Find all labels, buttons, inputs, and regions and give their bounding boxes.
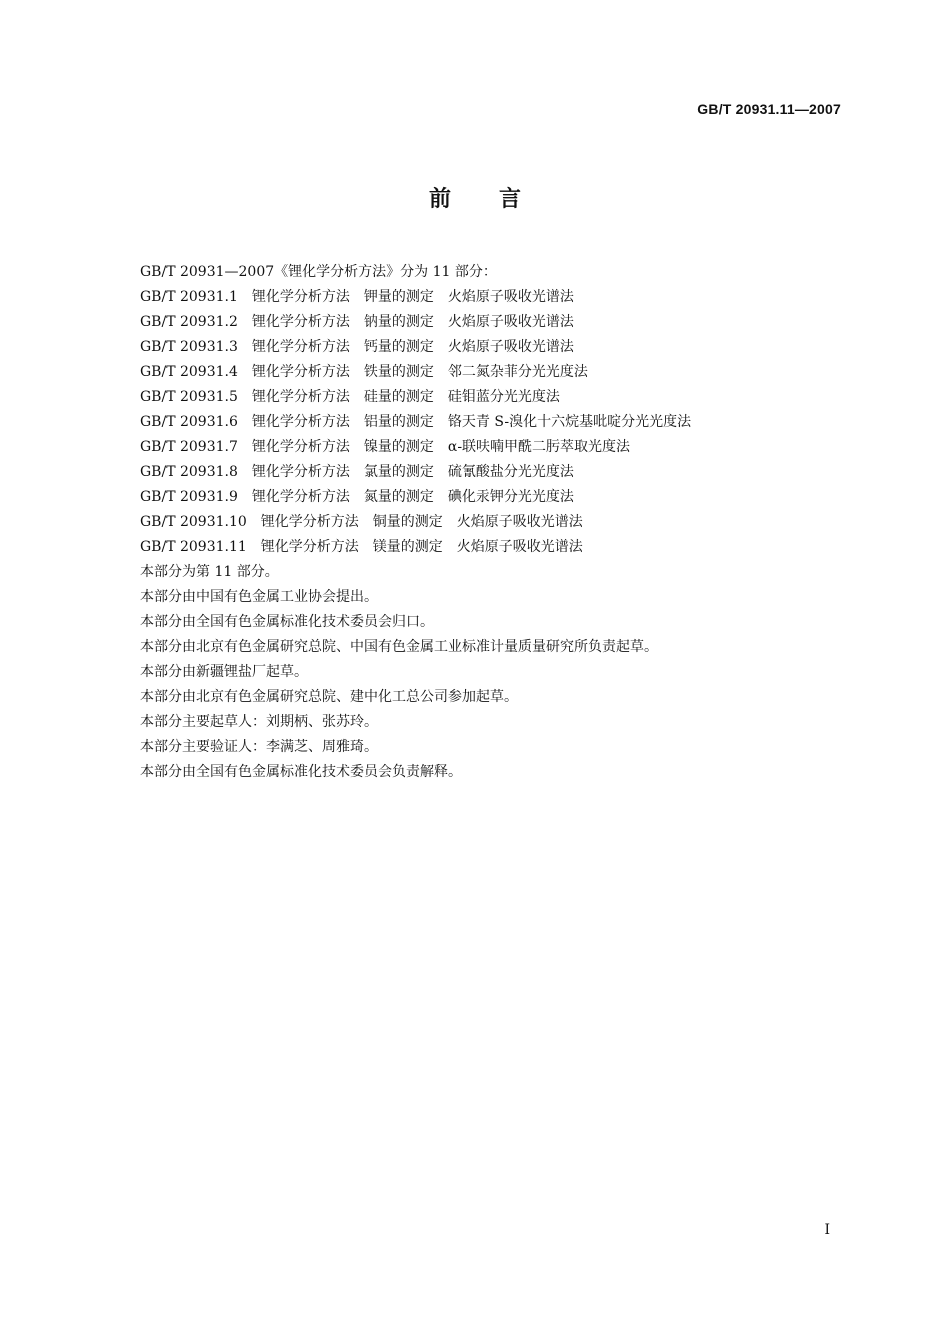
page-title: 前言: [428, 187, 569, 212]
text-line: GB/T 20931.9 锂化学分析方法 氮量的测定 碘化汞钾分光光度法: [140, 489, 574, 505]
text-line: 本部分由新疆锂盐厂起草。: [140, 664, 308, 680]
text-line: GB/T 20931.4 锂化学分析方法 铁量的测定 邻二氮杂菲分光光度法: [140, 364, 588, 380]
text-line: 本部分为第 11 部分。: [140, 564, 279, 580]
text-line: 本部分由北京有色金属研究总院、建中化工总公司参加起草。: [140, 689, 518, 705]
text-line: 本部分由全国有色金属标准化技术委员会归口。: [140, 614, 434, 630]
text-line: GB/T 20931.11 锂化学分析方法 镁量的测定 火焰原子吸收光谱法: [140, 539, 583, 555]
page-number: I: [824, 1222, 830, 1238]
text-line: GB/T 20931.6 锂化学分析方法 铝量的测定 铬天青 S-溴化十六烷基吡啶分光光度法: [140, 414, 692, 430]
text-line: 本部分由中国有色金属工业协会提出。: [140, 589, 378, 605]
text-line: 本部分主要验证人：李满芝、周雅琦。: [140, 739, 378, 755]
text-line: 本部分主要起草人：刘期柄、张苏玲。: [140, 714, 378, 730]
text-line: GB/T 20931.2 锂化学分析方法 钠量的测定 火焰原子吸收光谱法: [140, 314, 574, 330]
text-line: GB/T 20931.1 锂化学分析方法 钾量的测定 火焰原子吸收光谱法: [140, 289, 574, 305]
text-line: GB/T 20931.5 锂化学分析方法 硅量的测定 硅钼蓝分光光度法: [140, 389, 560, 405]
text-line: GB/T 20931—2007《锂化学分析方法》分为 11 部分：: [140, 264, 497, 280]
text-line: GB/T 20931.3 锂化学分析方法 钙量的测定 火焰原子吸收光谱法: [140, 339, 574, 355]
text-line: GB/T 20931.7 锂化学分析方法 镍量的测定 α-联呋喃甲酰二肟萃取光度法: [140, 439, 631, 455]
text-line: 本部分由全国有色金属标准化技术委员会负责解释。: [140, 764, 462, 780]
text-line: 本部分由北京有色金属研究总院、中国有色金属工业标准计量质量研究所负责起草。: [140, 639, 658, 655]
standard-number: GB/T 20931.11—2007: [697, 101, 841, 117]
foreword-body: [140, 260, 860, 785]
text-line: GB/T 20931.8 锂化学分析方法 氯量的测定 硫氰酸盐分光光度法: [140, 464, 574, 480]
text-line: GB/T 20931.10 锂化学分析方法 铜量的测定 火焰原子吸收光谱法: [140, 514, 583, 530]
